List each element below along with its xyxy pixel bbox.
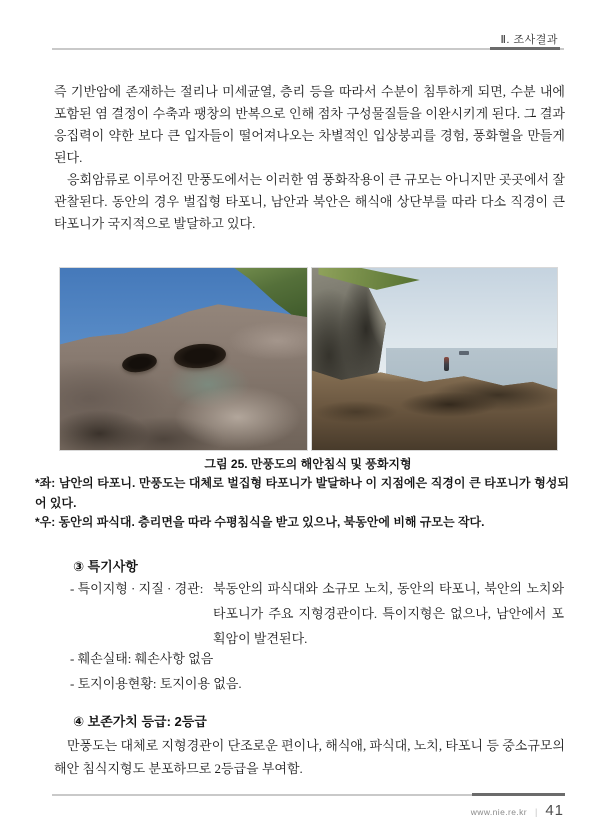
footer-separator: | [534, 807, 538, 817]
body-paragraph-1: 즉 기반암에 존재하는 절리나 미세균열, 층리 등을 따라서 수분이 침투하게 되면, 수분 내에 포함된 염 결정이 수축과 팽창의 반복으로 인해 점차 구성물질들을 이완시키게 된다. 그 결과 응집력이 약한 보다 큰 입자들이 떨어져나오는 차별적인 입상붕괴를 경험, 풍화혈을 만들게 된다. [54, 84, 565, 165]
header-rule-accent [490, 47, 560, 50]
header-rule [52, 48, 564, 50]
special-item-terrain-text: 북동안의 파식대와 소규모 노치, 동안의 타포니, 북안의 노치와 타포니가 주요 지형경관이다. 특이지형은 없으나, 남안에서 포획암이 발견된다. [213, 581, 564, 646]
footer-rule [52, 794, 564, 796]
header-section-title: Ⅱ. 조사결과 [500, 34, 558, 46]
footer-page-number: 41 [545, 802, 564, 819]
photo-right-platform [312, 268, 557, 450]
footer-rule-accent [472, 793, 565, 796]
special-item-terrain [70, 576, 564, 651]
figure-notes [35, 474, 569, 533]
section-3-heading: ③ 특기사항 [73, 559, 138, 574]
special-item-damage: - 훼손실태: 훼손사항 없음 [70, 651, 214, 666]
figure-note-left: *좌: 남안의 타포니. 만풍도는 대체로 벌집형 타포니가 발달하나 이 지점에은 직경이 큰 타포니가 형성되어 있다. [35, 476, 569, 510]
footer-site-url: www.nie.re.kr [470, 807, 527, 817]
section-4-body: 만풍도는 대체로 지형경관이 단조로운 편이나, 해식애, 파식대, 노치, 타포니 등 중소규모의 해안 침식지형도 분포하므로 2등급을 부여함. [54, 738, 565, 776]
figure-note-right: *우: 동안의 파식대. 층리면을 따라 수평침식을 받고 있으나, 북동안에 비해 규모는 작다. [35, 515, 485, 529]
figure-caption: 그림 25. 만풍도의 해안침식 및 풍화지형 [204, 457, 412, 471]
person-figure [444, 357, 449, 371]
boat-figure [459, 351, 469, 355]
body-paragraph-2: 응회암류로 이루어진 만풍도에서는 이러한 염 풍화작용이 큰 규모는 아니지만 곳곳에서 잘 관찰된다. 동안의 경우 벌집형 타포니, 남안과 북안은 해식애 상단부를 따라 다소 직경이 큰 타포니가 국지적으로 발달하고 있다. [54, 172, 565, 231]
special-item-terrain-label: - 특이지형 · 지질 · 경관: [70, 581, 204, 596]
photo-left-tafoni [60, 268, 307, 450]
section-4-heading: ④ 보존가치 등급: 2등급 [73, 714, 207, 729]
footer [471, 802, 564, 819]
special-item-landuse: - 토지이용현황: 토지이용 없음. [70, 676, 242, 691]
